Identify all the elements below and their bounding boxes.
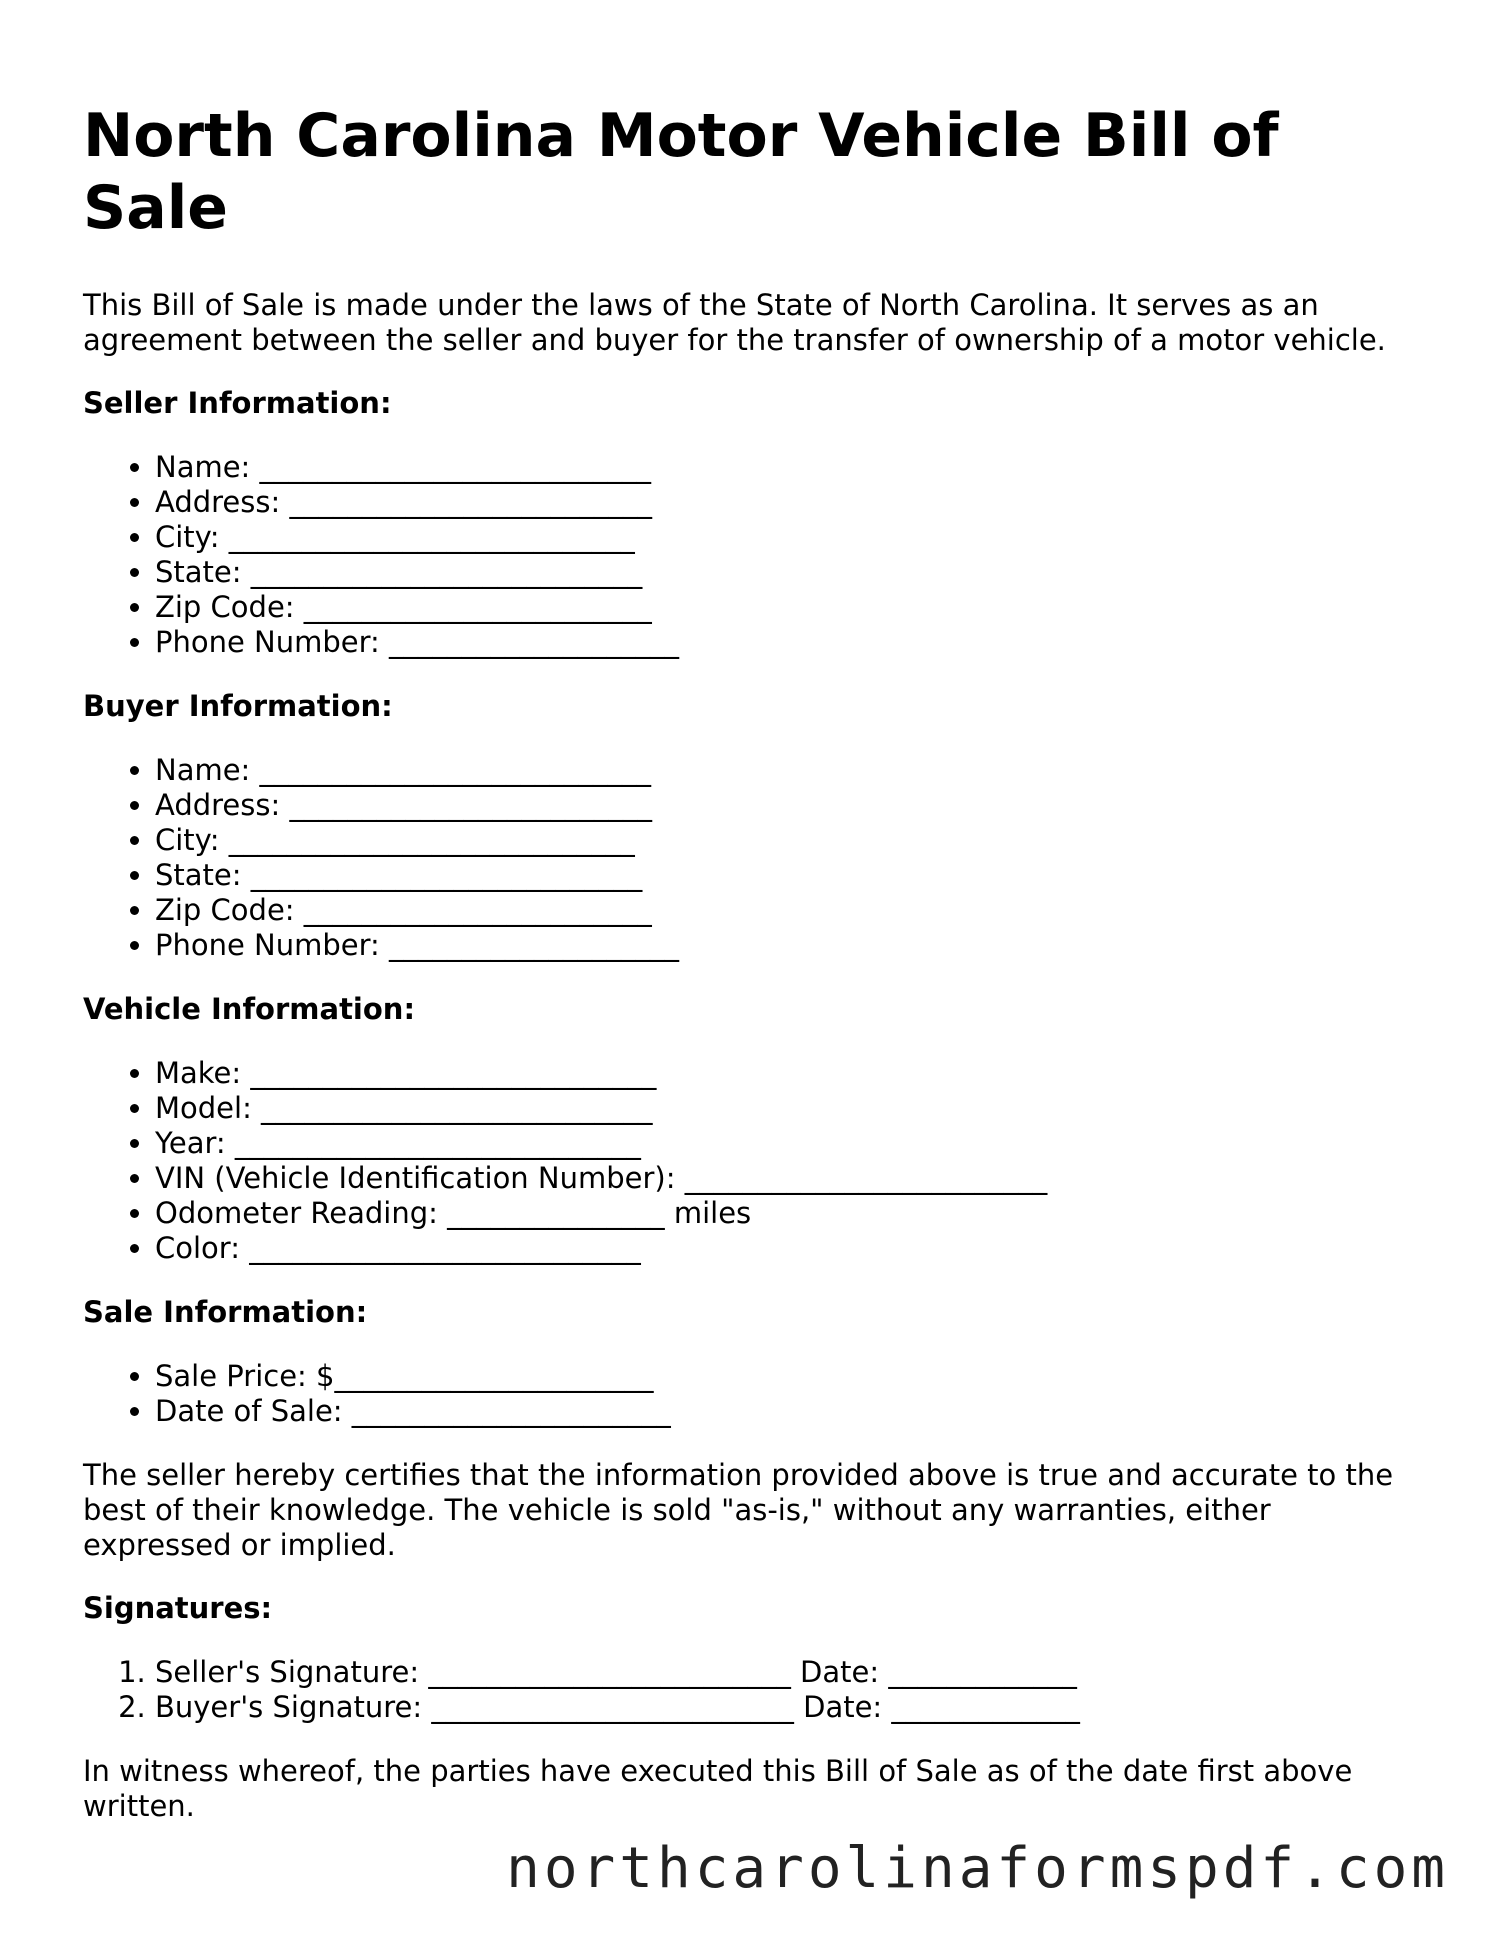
seller-phone-field: • Phone Number: ____________________ [155,625,1423,660]
vehicle-vin-field: • VIN (Vehicle Identification Number): _________________________ [155,1161,1423,1196]
sale-section-heading: Sale Information: [83,1295,368,1329]
vehicle-odometer-field: • Odometer Reading: _______________ miles [155,1196,1423,1231]
sale-field-list [83,1359,1423,1429]
vehicle-color-field: • Color: ___________________________ [155,1231,1423,1266]
vehicle-year-field: • Year: ____________________________ [155,1126,1423,1161]
buyer-section-heading: Buyer Information: [83,689,393,723]
vehicle-make-field: • Make: ____________________________ [155,1056,1423,1091]
seller-field-list [83,450,1423,660]
buyer-zip-field: • Zip Code: ________________________ [155,893,1423,928]
buyer-field-list [83,753,1423,963]
vehicle-model-field: • Model: ___________________________ [155,1091,1423,1126]
buyer-phone-field: • Phone Number: ____________________ [155,928,1423,963]
intro-paragraph: This Bill of Sale is made under the laws of the State of North Carolina. It serves as an agreement between the seller and buyer for the transfer of ownership of a motor vehicle. [83,288,1386,357]
sale-date-field: • Date of Sale: ______________________ [155,1394,1423,1429]
seller-section-heading: Seller Information: [83,386,392,420]
seller-city-field: • City: ____________________________ [155,520,1423,555]
signatures-section-heading: Signatures: [83,1591,273,1625]
buyer-name-field: • Name: ___________________________ [155,753,1423,788]
document-title: North Carolina Motor Vehicle Bill of Sale [83,101,1279,243]
vehicle-section-heading: Vehicle Information: [83,992,416,1026]
certification-paragraph: The seller hereby certifies that the information provided above is true and accurate to the best of their knowledge. The vehicle is sold "as-is," without any warranties, either expressed or implied. [83,1458,1394,1562]
buyer-address-field: • Address: _________________________ [155,788,1423,823]
document-page [83,100,1423,1824]
buyer-signature-line: 2. Buyer's Signature: _________________________ Date: _____________ [155,1690,1423,1725]
site-watermark: northcarolinaformspdf.com [506,1836,1449,1901]
vehicle-field-list [83,1056,1423,1266]
closing-paragraph: In witness whereof, the parties have executed this Bill of Sale as of the date first above written. [83,1754,1353,1823]
sale-price-field: • Sale Price: $______________________ [155,1359,1423,1394]
buyer-state-field: • State: ___________________________ [155,858,1423,893]
buyer-city-field: • City: ____________________________ [155,823,1423,858]
seller-signature-line: 1. Seller's Signature: _________________________ Date: _____________ [155,1655,1423,1690]
seller-address-field: • Address: _________________________ [155,485,1423,520]
seller-state-field: • State: ___________________________ [155,555,1423,590]
signature-list [83,1655,1423,1725]
seller-zip-field: • Zip Code: ________________________ [155,590,1423,625]
seller-name-field: • Name: ___________________________ [155,450,1423,485]
